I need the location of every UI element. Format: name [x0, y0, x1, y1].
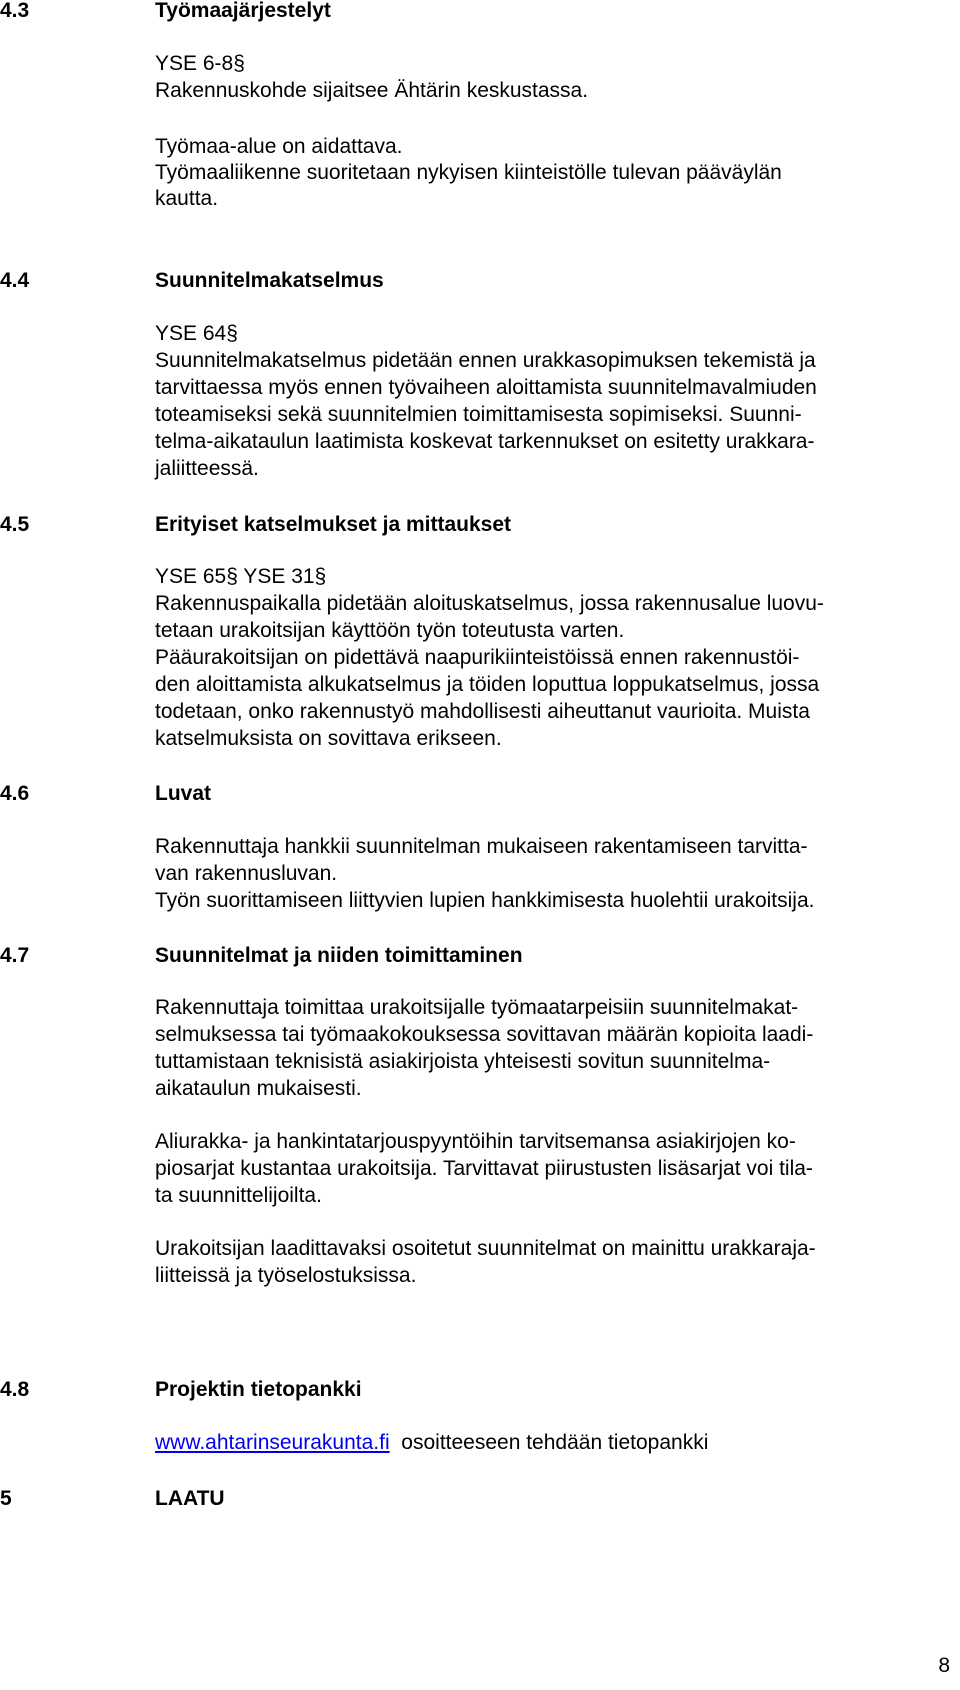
text-line: aikataulun mukaisesti.	[155, 1077, 362, 1100]
section-number-4-5: 4.5	[0, 513, 30, 536]
text-line: kautta.	[155, 187, 219, 210]
section-title-laatu: LAATU	[155, 1487, 225, 1510]
text-line: jaliitteessä.	[155, 457, 259, 480]
section-title-suunnitelmat: Suunnitelmat ja niiden toimittaminen	[155, 944, 523, 967]
text-line: Pääurakoitsijan on pidettävä naapurikiinteistöissä ennen rakennustöi-	[155, 646, 800, 669]
section-number-4-7: 4.7	[0, 944, 30, 967]
section-title-luvat: Luvat	[155, 782, 212, 805]
text-line: tarvittaessa myös ennen työvaiheen aloittamista suunnitelmavalmiuden	[155, 376, 817, 399]
text-line: katselmuksista on sovittava erikseen.	[155, 727, 502, 750]
text-line: telma-aikataulun laatimista koskevat tarkennukset on esitetty urakkara-	[155, 430, 815, 453]
link-suffix-text: osoitteeseen tehdään tietopankki	[401, 1431, 709, 1454]
text-line: Rakennuspaikalla pidetään aloituskatselmus, jossa rakennusalue luovu-	[155, 592, 824, 615]
text-line: Työmaa-alue on aidattava.	[155, 135, 403, 158]
text-line: tuttamistaan teknisistä asiakirjoista yhteisesti sovitun suunnitelma-	[155, 1050, 771, 1073]
section-number-4-4: 4.4	[0, 269, 30, 292]
text-line: Työn suorittamiseen liittyvien lupien hankkimisesta huolehtii urakoitsija.	[155, 889, 815, 912]
text-line: ta suunnittelijoilta.	[155, 1184, 322, 1207]
text-line: selmuksessa tai työmaakokouksessa sovittavan määrän kopioita laadi-	[155, 1023, 814, 1046]
text-line: YSE 6-8§	[155, 52, 245, 75]
text-line: van rakennusluvan.	[155, 862, 338, 885]
text-line: todetaan, onko rakennustyö mahdollisesti aiheuttanut vaurioita. Muista	[155, 700, 810, 723]
section-title-projektin-tietopankki: Projektin tietopankki	[155, 1378, 362, 1401]
section-number-4-8: 4.8	[0, 1378, 30, 1401]
text-line: Aliurakka- ja hankintatarjouspyyntöihin tarvitsemansa asiakirjojen ko-	[155, 1130, 796, 1153]
text-line: Työmaaliikenne suoritetaan nykyisen kiinteistölle tulevan pääväylän	[155, 161, 782, 184]
section-title-tyomaajarjestelyt: Työmaajärjestelyt	[155, 0, 331, 22]
text-line: YSE 64§	[155, 322, 238, 345]
tietopankki-line	[155, 1432, 708, 1453]
section-title-erityiset-katselmukset: Erityiset katselmukset ja mittaukset	[155, 513, 511, 536]
text-line: Rakennuttaja toimittaa urakoitsijalle työmaatarpeisiin suunnitelmakat-	[155, 996, 799, 1019]
page-number: 8	[938, 1654, 950, 1677]
website-link[interactable]: www.ahtarinseurakunta.fi	[155, 1431, 390, 1454]
text-line: piosarjat kustantaa urakoitsija. Tarvittavat piirustusten lisäsarjat voi tila-	[155, 1157, 813, 1180]
section-title-suunnitelmakatselmus: Suunnitelmakatselmus	[155, 269, 384, 292]
text-line: den aloittamista alkukatselmus ja töiden loputtua loppukatselmus, jossa	[155, 673, 820, 696]
text-line: toteamiseksi sekä suunnitelmien toimittamisesta sopimiseksi. Suunni-	[155, 403, 802, 426]
text-line: liitteissä ja työselostuksissa.	[155, 1264, 417, 1287]
section-number-4-6: 4.6	[0, 782, 30, 805]
text-line: Rakennuttaja hankkii suunnitelman mukaiseen rakentamiseen tarvitta-	[155, 835, 808, 858]
section-number-5: 5	[0, 1487, 12, 1510]
section-number-4-3: 4.3	[0, 0, 30, 22]
text-line: Suunnitelmakatselmus pidetään ennen urakkasopimuksen tekemistä ja	[155, 349, 816, 372]
text-line: Urakoitsijan laadittavaksi osoitetut suunnitelmat on mainittu urakkaraja-	[155, 1237, 816, 1260]
text-line: YSE 65§ YSE 31§	[155, 565, 327, 588]
text-line: tetaan urakoitsijan käyttöön työn toteutusta varten.	[155, 619, 625, 642]
text-line: Rakennuskohde sijaitsee Ähtärin keskustassa.	[155, 79, 589, 102]
